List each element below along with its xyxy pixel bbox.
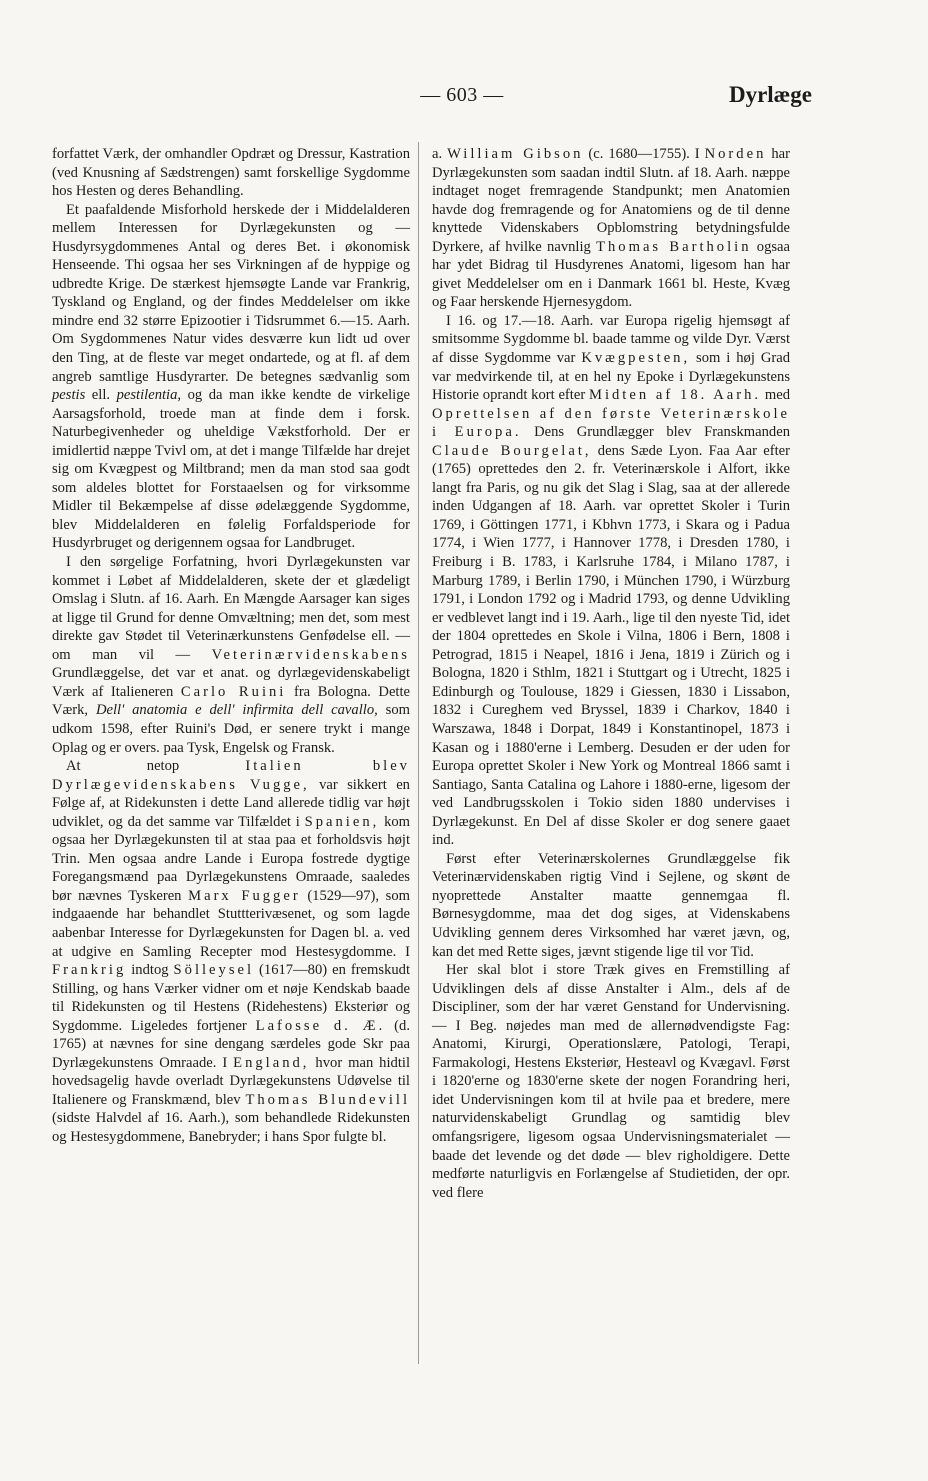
page-number: — 603 — — [420, 84, 504, 106]
name-norden: Norden — [704, 146, 767, 162]
name-william-gibson: William Gibson — [447, 146, 584, 162]
left-p4-f: (1617—80) en fremskudt Stilling, og hans Værker vidner om et nøje Kendskab baade til Ridekunsten og til Hestens (Ridehestens) Eksteriør og Sygdomme. Ligeledes fortjener — [52, 962, 411, 1034]
left-p4-d: (1529—97), som indgaaende har behandlet Stuttterivæsenet, og som lagde aabenbar Interesse for Dyrlægekunsten for Dagen bl. a. ved at udgive en Samling Recepter mod Hestesygdomme. I — [52, 887, 410, 960]
name-lafosse: Lafosse d. Æ. — [255, 1017, 386, 1034]
left-p4-h: hvor man hidtil hovedsagelig havde overladt Dyrlægekunstens Udøvelse til Italienere og Franskmænd, blev — [52, 1054, 410, 1108]
right-p1-b: (c. 1680—1755). I — [588, 146, 700, 162]
left-p3-b: Grundlæggelse, det var et anat. og dyrlægevidenskabeligt Værk af Italieneren — [52, 665, 410, 700]
right-p1-d: ogsaa har ydet Bidrag til Husdyrenes Anatomi, ligesom han har givet Meddelelser om en i Danmark 1661 bl. Heste, Kvæg og Faar herskende Hjernesygdom. — [432, 238, 790, 311]
left-p2-text: Et paafaldende Misforhold herskede der i Middelalderen mellem Interessen for Dyrlægekunsten og — Husdyrsygdommenes Antal og deres Bet. i økonomisk Henseende. Thi ogsaa her ses Virkningen af de hyppige og udbredte Krige. De stærkest hjemsøgte Lande var Frankrig, Tyskland og England, og der findes Meddelelser om ikke mindre end 32 større Epizootier i Tidsrummet 6.—15. Aarh. Om Sygdommenes Natur vides desværre kun lidt ud over den Ting, at de fleste var meget ondartede, og at fl. af dem angreb samtlige Husdyrarter. De betegnes sædvanlig som — [52, 201, 410, 385]
name-thomas-bartholin: Thomas Bartholin — [596, 238, 752, 255]
left-p4-a: At netop — [66, 758, 180, 775]
right-p2-c: med — [764, 387, 790, 404]
right-p1-c: har Dyrlægekunsten som saadan indtil Slutn. af 18. Aarh. næppe indtaget noget fremragende Standpunkt; men Anatomien havde dog fremragende og for Anatomiens og de til denne knyttede Videnskabers Opblomstring betydningsfulde Dyrkere, af hvilke navnlig — [432, 146, 790, 255]
left-p4-g: (d. 1765) at nævnes for sine dengang særdeles gode Skr paa Dyrlægekunstens Omraade. I — [52, 1017, 410, 1071]
left-p4-i: (sidste Halvdel af 16. Aarh.), som behandlede Ridekunsten og Hestesygdommene, Banebryder; i hans Spor fulgte bl. — [52, 1110, 410, 1145]
left-paragraph-2 — [52, 201, 410, 553]
name-marx-fugger: Marx Fugger — [188, 887, 301, 904]
right-p2-a: I 16. og 17.—18. Aarh. var Europa rigelig hjemsøgt af smitsomme Sygdomme bl. baade tamme og vilde Dyr. Værst af disse Sygdomme var — [432, 312, 790, 367]
left-p3-a: I den sørgelige Forfatning, hvori Dyrlægekunsten var kommet i Løbet af Middelalderen, skete der et glædeligt Omslag i Slutn. af 16. Aarh. En Mængde Aarsager kan siges at ligge til Grund for denne Omvæltning; men det, som mest direkte gav Stødet til Veterinærkunstens Genfødelse ell. — om man vil — — [52, 554, 410, 663]
book-title-ruini: Dell' anatomia e dell' infirmita dell cavallo, — [95, 702, 378, 719]
right-p2-b: som i høj Grad var medvirkende til, at en hel ny Epoke i Dyrlægekunstens Historie oprandt kort efter — [432, 350, 790, 404]
left-p3-c: fra Bologna. Dette Værk, — [52, 683, 411, 719]
name-solleysel: Sölleysel — [173, 962, 255, 979]
left-p4-c: kom ogsaa her Dyrlægekunsten til at staa paa et forholdsvis højt Trin. Men ogsaa andre Lande i Europa fostrede dygtige Foregangsmænd paa Dyrlægekunstens Omraade, saaledes bør nævnes Tyskeren — [52, 813, 411, 904]
right-paragraph-4 — [432, 961, 790, 1202]
left-paragraph-1 — [52, 145, 410, 201]
name-england: England, — [233, 1054, 310, 1071]
name-frankrig: Frankrig — [52, 962, 127, 979]
left-p2-mid: ell. — [91, 387, 111, 404]
phrase-oprettelsen: Oprettelsen af den første Veterinærskole i Europa. — [432, 405, 790, 441]
right-p2-d: Dens Grundlægger blev Franskmanden — [534, 424, 790, 441]
term-pestilentia: pestilentia, — [116, 387, 182, 404]
term-kvaegpesten: Kvægpesten, — [581, 350, 691, 367]
left-p4-b: var sikkert en Følge af, at Ridekunsten i dette Land allerede tidlig var højt udviklet, og da det samme var Tilfældet i — [52, 776, 410, 830]
right-paragraph-3 — [432, 850, 790, 961]
running-head: Dyrlæge — [728, 82, 812, 107]
term-pestis: pestis — [52, 387, 86, 404]
term-veterinaervidenskabens: Veterinærvidenskabens — [211, 646, 410, 663]
right-p3-text: Først efter Veterinærskolernes Grundlæggelse fik Veterinærvidenskaben rigtig Vind i Sejlene, og skønt de nyoprettede Anstalter maatte gennemgaa fl. Børnesygdomme, maa det dog siges, at Videnskabens Udvikling gennem deres Virksomhed har været jævn, og, kan det med Rette siges, jævnt stigende lige til vor Tid. — [432, 850, 790, 960]
name-carlo-ruini: Carlo Ruini — [180, 683, 287, 700]
phrase-italien-vugge: Italien blev Dyrlægevidenskabens Vugge, — [52, 758, 410, 793]
right-paragraph-2 — [432, 312, 790, 850]
column-divider — [418, 142, 419, 1364]
right-p1-a: a. — [432, 146, 443, 162]
left-paragraph-3 — [52, 553, 410, 757]
left-p1-text: forfattet Værk, der omhandler Opdræt og Dressur, Kastration (ved Knusning af Sædstrengen) samt forskellige Sygdomme hos Hesten og deres Behandling. — [52, 146, 410, 200]
left-paragraph-4 — [52, 757, 410, 1146]
name-claude-bourgelat: Claude Bourgelat, — [432, 442, 592, 459]
right-p4-text: Her skal blot i store Træk gives en Fremstilling af Udviklingen dels af disse Anstalter i Alm., dels af de Discipliner, som der har været Genstand for Undervisning. — I Beg. nøjedes man med de allernødvendigste Fag: Anatomi, Kirurgi, Operationslære, Patologi, Terapi, Farmakologi, Hestens Eksteriør, Hesteavl og Kvægavl. Først i 1820'erne og 1830'erne skete der nogen Forandring heri, idet Undervisningen kom til at hvile paa et bredere, mere naturvidenskabeligt Grundlag og samtidig blev omfangsrigere, ligesom ogsaa Undervisningsmaterialet — baade det levende og det døde — blev righoldigere. Dette medførte naturligvis en Forlængelse af Studietiden, der opr. ved flere — [432, 962, 790, 1201]
page-header — [52, 84, 812, 114]
phrase-midten-af-18-aarh: Midten af 18. Aarh. — [588, 387, 762, 404]
left-column — [52, 145, 410, 1147]
left-p4-e: indtog — [131, 962, 169, 979]
left-p2-end: og da man ikke kendte de virkelige Aarsagsforhold, troede man at finde dem i forsk. Naturbegivenheder og uheldige Vækstforhold. Der er imidlertid næppe Tvivl om, at det i mange Tilfælde har drejet sig om Kvægpest og Miltbrand; men da man stod saa godt som aldeles blottet for Forstaaelsen og for virksomme Midler til Bekæmpelse af disse ødelæggende Sygdomme, blev Middelalderen en følelig Forfaldsperiode for Husdyrbruget og derigennem ogsaa for Landbruget. — [52, 387, 410, 552]
left-p3-d: som udkom 1598, efter Ruini's Død, er senere trykt i mange Oplag og er overs. paa Tysk, Engelsk og Fransk. — [52, 702, 410, 756]
name-thomas-blundevill: Thomas Blundevill — [245, 1091, 410, 1108]
right-column — [432, 145, 790, 1202]
right-p2-e: dens Sæde Lyon. Faa Aar efter (1765) oprettedes den 2. fr. Veterinærskole i Alfort, ikke langt fra Paris, og nu gik det Slag i Slag, saa at der allerede inden Udgangen af 18. Aarh. var oprettet Skoler i Turin 1769, i Göttingen 1771, i Kbhvn 1773, i Skara og i Padua 1774, i Wien 1777, i Hannover 1778, i Dresden 1780, i Freiburg i B. 1783, i Karlsruhe 1784, i Milano 1787, i Marburg 1789, i Berlin 1790, i München 1790, i Würzburg 1791, i London 1792 og i Madrid 1793, og denne Udvikling er vedblevet langt ind i 19. Aarh., lige til den nyeste Tid, idet der 1804 oprettedes en Skole i Vilna, 1806 i Bern, 1808 i Petrograd, 1815 i Neapel, 1816 i Jena, 1819 i Zürich og i Bologna, 1820 i Sthlm, 1821 i Stuttgart og i Utrecht, 1825 i Edinburgh og Toulouse, 1829 i Giessen, 1830 i Lissabon, 1832 i Cureghem ved Bryssel, 1839 i Charkov, 1840 i Warszawa, 1848 i Dorpat, 1849 i Konstantinopel, 1873 i Kasan og i 1880'erne i Lemberg. Desuden er der uden for Europa oprettet Skoler i New York og Montreal 1866 samt i Santiago, Santa Catalina og Lahore i 1880-erne, ligesom der ved Landbrugsskolen i Tokio siden 1880 undervises i Dyrlægekunst. En Del af disse Skoler er dog senere gaaet ind. — [432, 442, 790, 849]
right-paragraph-1 — [432, 145, 790, 312]
name-spanien: Spanien, — [304, 813, 380, 830]
